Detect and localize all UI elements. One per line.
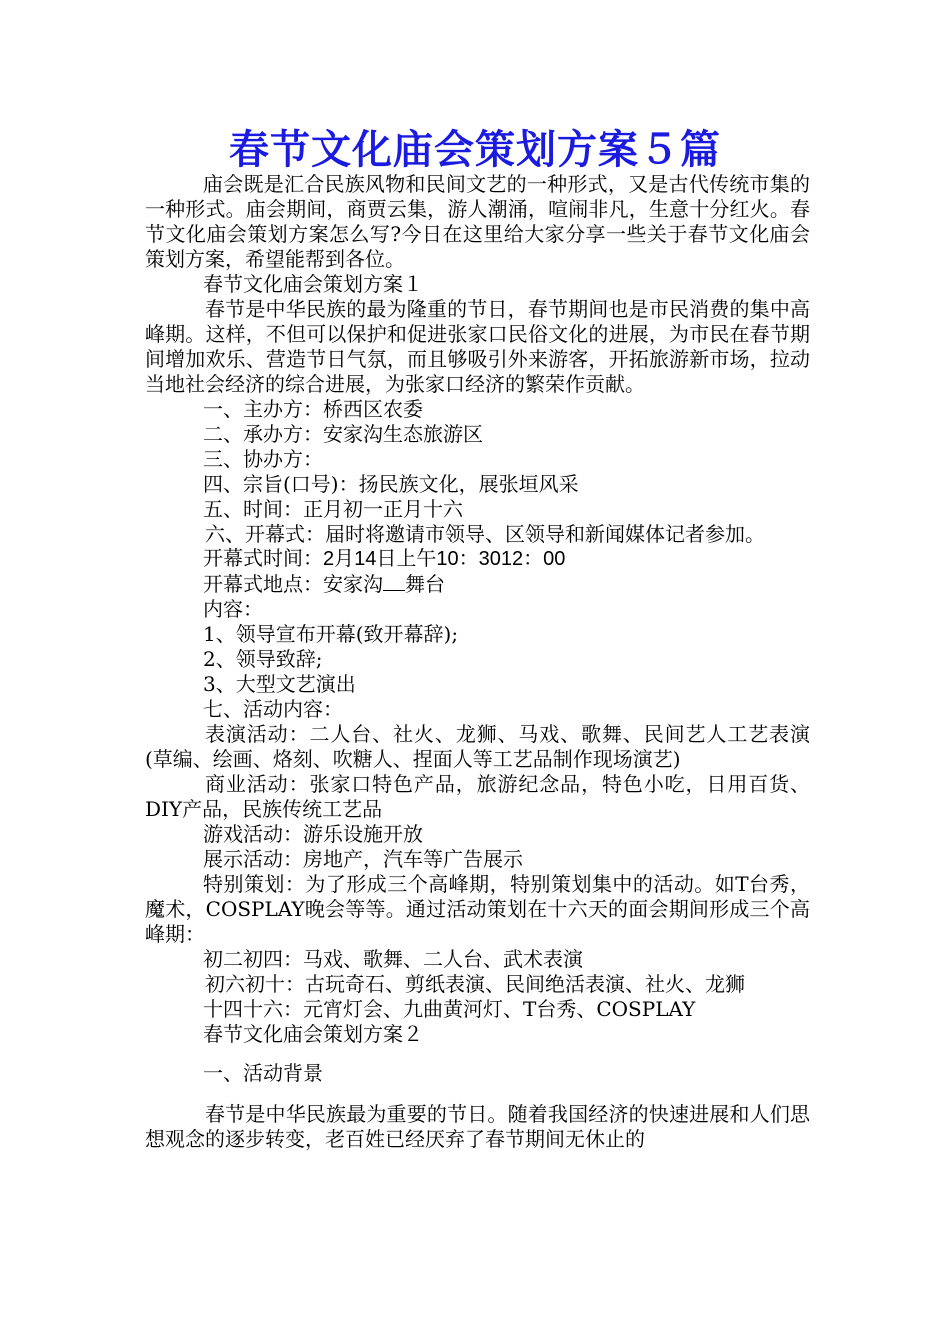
document-body xyxy=(145,172,810,1152)
list-item: 展示活动：房地产，汽车等广告展示 xyxy=(203,847,523,871)
list-item: 初六初十：古玩奇石、剪纸表演、民间绝活表演、社火、龙狮 xyxy=(205,972,745,996)
list-item: 二、承办方：安家沟生态旅游区 xyxy=(203,422,483,446)
list-item: 六、开幕式：届时将邀请市领导、区领导和新闻媒体记者参加。 xyxy=(205,522,765,546)
list-item: 五、时间：正月初一正月十六 xyxy=(203,497,463,521)
list-item: 一、活动背景 xyxy=(203,1061,323,1085)
list-item: 十四十六：元宵灯会、九曲黄河灯、T台秀、COSPLAY xyxy=(203,997,696,1021)
blank-underline xyxy=(383,572,405,591)
intro-paragraph: 庙会既是汇合民族风物和民间文艺的一种形式，又是古代传统市集的一种形式。庙会期间，商贾云集，游人潮涌，喧闹非凡，生意十分红火。春节文化庙会策划方案怎么写?今日在这里给大家分享一些关于春节文化庙会策划方案，希望能帮到各位。 xyxy=(145,172,810,271)
paragraph-2: 春节是中华民族最为重要的节日。随着我国经济的快速进展和人们思想观念的逐步转变，老百姓已经厌弃了春节期间无休止的 xyxy=(145,1102,810,1151)
section-heading-1: 春节文化庙会策划方案１ xyxy=(203,272,423,296)
list-item: 三、协办方： xyxy=(203,447,323,471)
list-item: 一、主办方：桥西区农委 xyxy=(203,397,423,421)
list-item: 内容： xyxy=(203,597,263,621)
list-item: 表演活动：二人台、社火、龙狮、马戏、歌舞、民间艺人工艺表演(草编、绘画、烙刻、吹糖人、捏面人等工艺品制作现场演艺) xyxy=(145,722,810,771)
list-item: 1、领导宣布开幕(致开幕辞); xyxy=(203,622,459,646)
list-item: 开幕式时间：2月14日上午10：3012：00 xyxy=(203,548,566,570)
list-item: 2、领导致辞; xyxy=(203,647,323,671)
list-item: 初二初四：马戏、歌舞、二人台、武术表演 xyxy=(203,947,583,971)
list-item: 商业活动：张家口特色产品，旅游纪念品，特色小吃，日用百货、DIY产品，民族传统工艺品 xyxy=(145,772,810,821)
section-heading-2: 春节文化庙会策划方案２ xyxy=(203,1022,423,1046)
list-item xyxy=(145,572,810,597)
list-item: 游戏活动：游乐设施开放 xyxy=(203,822,423,846)
paragraph-1: 春节是中华民族的最为隆重的节日，春节期间也是市民消费的集中高峰期。这样，不但可以保护和促进张家口民俗文化的进展，为市民在春节期间增加欢乐、营造节日气氛，而且够吸引外来游客，开拓旅游新市场，拉动当地社会经济的综合进展，为张家口经济的繁荣作贡献。 xyxy=(145,297,810,396)
list-item: 特别策划：为了形成三个高峰期，特别策划集中的活动。如T台秀，魔术，COSPLAY晚会等等。通过活动策划在十六天的面会期间形成三个高峰期： xyxy=(145,872,810,946)
page-title: 春节文化庙会策划方案５篇 xyxy=(229,126,721,173)
list-item: 四、宗旨(口号)：扬民族文化，展张垣风采 xyxy=(203,472,579,496)
list-item: 七、活动内容： xyxy=(203,697,343,721)
venue-label: 开幕式地点：安家沟 xyxy=(203,572,383,596)
venue-suffix: 舞台 xyxy=(405,572,445,596)
list-item: 3、大型文艺演出 xyxy=(203,672,356,696)
